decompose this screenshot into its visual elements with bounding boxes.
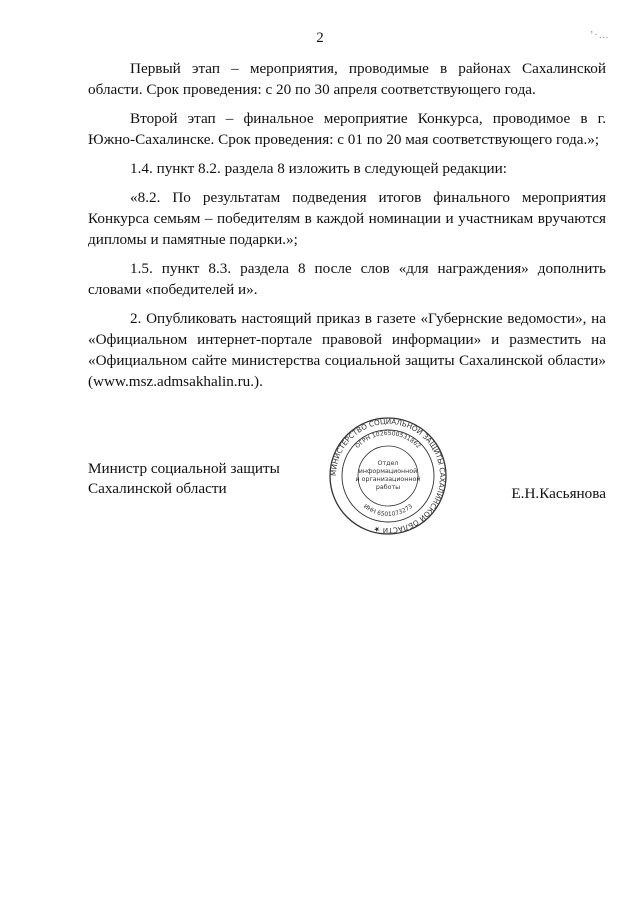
document-body: [88, 58, 606, 400]
stamp-ogrn: ОГРН 1026500531862: [354, 429, 422, 450]
stamp-center-line-1: Отдел: [377, 460, 399, 467]
stamp-ring-text: МИНИСТЕРСТВО СОЦИАЛЬНОЙ ЗАЩИТЫ САХАЛИНСКОЙ ОБЛАСТИ ★: [328, 416, 448, 536]
official-stamp: [328, 416, 448, 536]
paragraph-item-1-4: 1.4. пункт 8.2. раздела 8 изложить в следующей редакции:: [130, 160, 507, 177]
paragraph-second-stage: Второй этап – финальное мероприятие Конкурса, проводимое в г. Южно-Сахалинске. Срок проведения: с 01 по 20 мая соответствующего года.»;: [88, 110, 606, 148]
paragraph-item-1-5: 1.5. пункт 8.3. раздела 8 после слов «для награждения» дополнить словами «победителей и».: [88, 260, 606, 298]
paragraph-item-2: 2. Опубликовать настоящий приказ в газете «Губернские ведомости», на «Официальном интернет-портале правовой информации» и разместить на «Официальном сайте министерства социальной защиты Сахалинской области» (www.msz.admsakhalin.ru.).: [88, 310, 606, 390]
signatory-title-line-1: Министр социальной защиты: [88, 460, 280, 477]
scan-mark: ’·…: [590, 30, 610, 41]
paragraph-quote-8-2: «8.2. По результатам подведения итогов финального мероприятия Конкурса семьям – победителям в каждой номинации и участникам вручаются дипломы и памятные подарки.»;: [88, 189, 606, 248]
stamp-center-line-3: и организационной: [355, 476, 421, 483]
signatory-name: Е.Н.Касьянова: [511, 485, 606, 502]
stamp-inn: ИНН 6501073273: [362, 502, 414, 519]
page-number: 2: [316, 30, 324, 46]
signatory-title: [88, 459, 280, 499]
paragraph-first-stage: Первый этап – мероприятия, проводимые в районах Сахалинской области. Срок проведения: с 20 по 30 апреля соответствующего года.: [88, 60, 606, 98]
stamp-center-line-4: работы: [375, 484, 401, 491]
signatory-title-line-2: Сахалинской области: [88, 480, 227, 497]
stamp-center-line-2: информационной: [358, 468, 418, 475]
